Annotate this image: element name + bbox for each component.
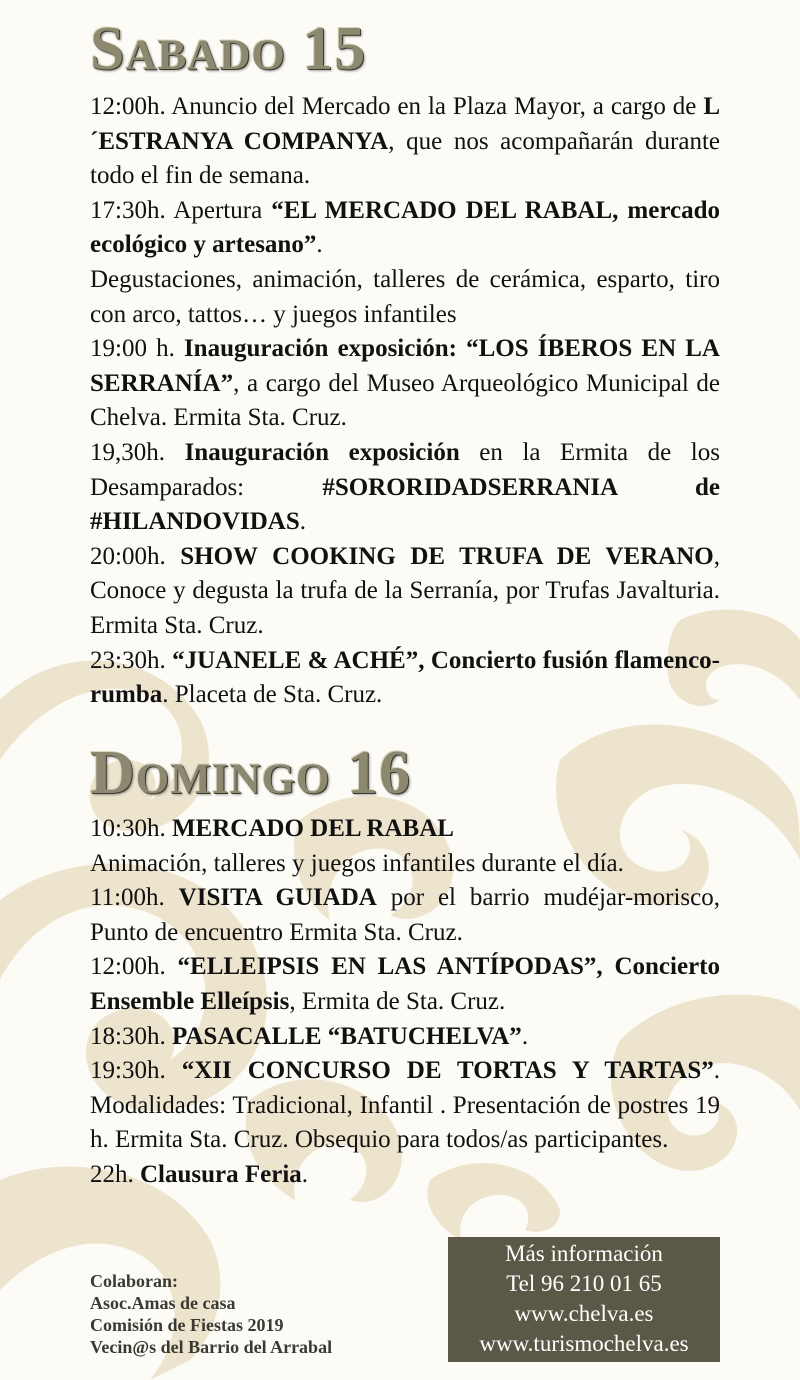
- entry-text: , que nos acompañarán durante todo el fin de semana.: [90, 127, 720, 190]
- entry-text: . Modalidades: Tradicional, Infantil . Presentación de postres 19 h. Ermita Sta. Cruz. Obsequio para todos/as participantes.: [90, 1057, 720, 1154]
- info-web-link[interactable]: www.turismochelva.es: [479, 1331, 689, 1356]
- entry-highlight: #SORORIDADSERRANIA de #HILANDOVIDAS: [90, 473, 720, 536]
- entry-text: en la Ermita de los Desamparados:: [90, 438, 720, 501]
- entry-text: 19:00 h.: [90, 335, 184, 363]
- schedule-entry: [90, 847, 720, 882]
- entry-text: 23:30h.: [90, 646, 173, 674]
- collaborator-item: Comisión de Fiestas 2019: [90, 1315, 284, 1335]
- entry-highlight: “EL MERCADO DEL RABAL, mercado ecológico y artesano”: [90, 196, 720, 259]
- schedule-entry: [90, 644, 720, 713]
- sunday-heading: Domingo 16: [90, 739, 411, 807]
- entry-highlight: “XII CONCURSO DE TORTAS Y TARTAS”: [181, 1057, 714, 1085]
- entry-highlight: Inauguración exposición: [184, 438, 460, 466]
- entry-text: 19,30h.: [90, 438, 185, 466]
- info-title: Más información: [505, 1241, 663, 1266]
- schedule-entry: [90, 812, 720, 847]
- collaborators: [90, 1270, 332, 1358]
- schedule-entry: [90, 881, 720, 950]
- entry-text: . Placeta de Sta. Cruz.: [162, 681, 383, 709]
- entry-text: 18:30h.: [90, 1022, 172, 1050]
- entry-text: , Ermita de Sta. Cruz.: [289, 987, 506, 1015]
- entry-text: .: [521, 1022, 529, 1050]
- entry-text: 12:00h.: [90, 953, 178, 981]
- schedule-entry: [90, 90, 720, 194]
- entry-text: por el barrio mudéjar-morisco, Punto de encuentro Ermita Sta. Cruz.: [90, 884, 720, 946]
- entry-highlight: Clausura Feria: [140, 1160, 302, 1188]
- info-box: [448, 1237, 720, 1362]
- collaborators-title: Colaboran:: [90, 1271, 179, 1291]
- entry-text: , a cargo del Museo Arqueológico Municipal de Chelva. Ermita Sta. Cruz.: [90, 369, 720, 432]
- schedule-entry: [90, 540, 720, 644]
- schedule-entry: [90, 1054, 720, 1158]
- entry-highlight: L´ESTRANYA COMPANYA: [90, 93, 720, 155]
- entry-highlight: VISITA GUIADA: [178, 884, 377, 912]
- entry-text: 10:30h.: [90, 815, 172, 842]
- schedule-entry: [90, 263, 720, 332]
- collaborator-item: Vecin@s del Barrio del Arrabal: [90, 1337, 333, 1357]
- entry-highlight: Inauguración exposición: “LOS ÍBEROS EN LA SERRANÍA”: [90, 335, 720, 397]
- sunday-schedule: [90, 812, 720, 1193]
- schedule-entry: [90, 1020, 720, 1055]
- entry-highlight: MERCADO DEL RABAL: [171, 815, 454, 842]
- entry-text: , Conoce y degusta la trufa de la Serranía, por Trufas Javalturia. Ermita Sta. Cruz.: [90, 542, 720, 639]
- schedule-entry: [90, 950, 720, 1019]
- entry-text: 17:30h. Apertura: [90, 196, 272, 224]
- entry-text: 20:00h.: [90, 542, 181, 570]
- entry-highlight: “ELLEIPSIS EN LAS ANTÍPODAS”, Concierto Ensemble Elleípsis: [90, 953, 720, 1015]
- info-phone: Tel 96 210 01 65: [506, 1271, 662, 1296]
- schedule-entry: [90, 1158, 720, 1193]
- schedule-entry: [90, 332, 720, 436]
- collaborator-item: Asoc.Amas de casa: [90, 1293, 236, 1313]
- saturday-heading: Sabado 15: [90, 15, 367, 83]
- entry-text: .: [316, 231, 323, 259]
- entry-text: Animación, talleres y juegos infantiles durante el día.: [90, 849, 624, 877]
- entry-text: 19:30h.: [90, 1057, 182, 1085]
- entry-highlight: SHOW COOKING DE TRUFA DE VERANO: [180, 542, 714, 570]
- schedule-entry: [90, 194, 720, 263]
- saturday-schedule: [90, 90, 720, 713]
- entry-text: Degustaciones, animación, talleres de cerámica, esparto, tiro con arco, tattos… y juegos infantiles: [90, 265, 720, 328]
- schedule-entry: [90, 436, 720, 540]
- entry-text: .: [299, 508, 307, 536]
- entry-text: .: [301, 1160, 309, 1188]
- entry-text: 12:00h. Anuncio del Mercado en la Plaza Mayor, a cargo de: [90, 93, 704, 120]
- info-web-link[interactable]: www.chelva.es: [514, 1301, 654, 1326]
- entry-highlight: “JUANELE & ACHÉ”, Concierto fusión flamenco-rumba: [90, 646, 720, 709]
- entry-text: 22h.: [90, 1160, 140, 1188]
- entry-text: 11:00h.: [90, 884, 179, 912]
- entry-highlight: PASACALLE “BATUCHELVA”: [171, 1022, 522, 1050]
